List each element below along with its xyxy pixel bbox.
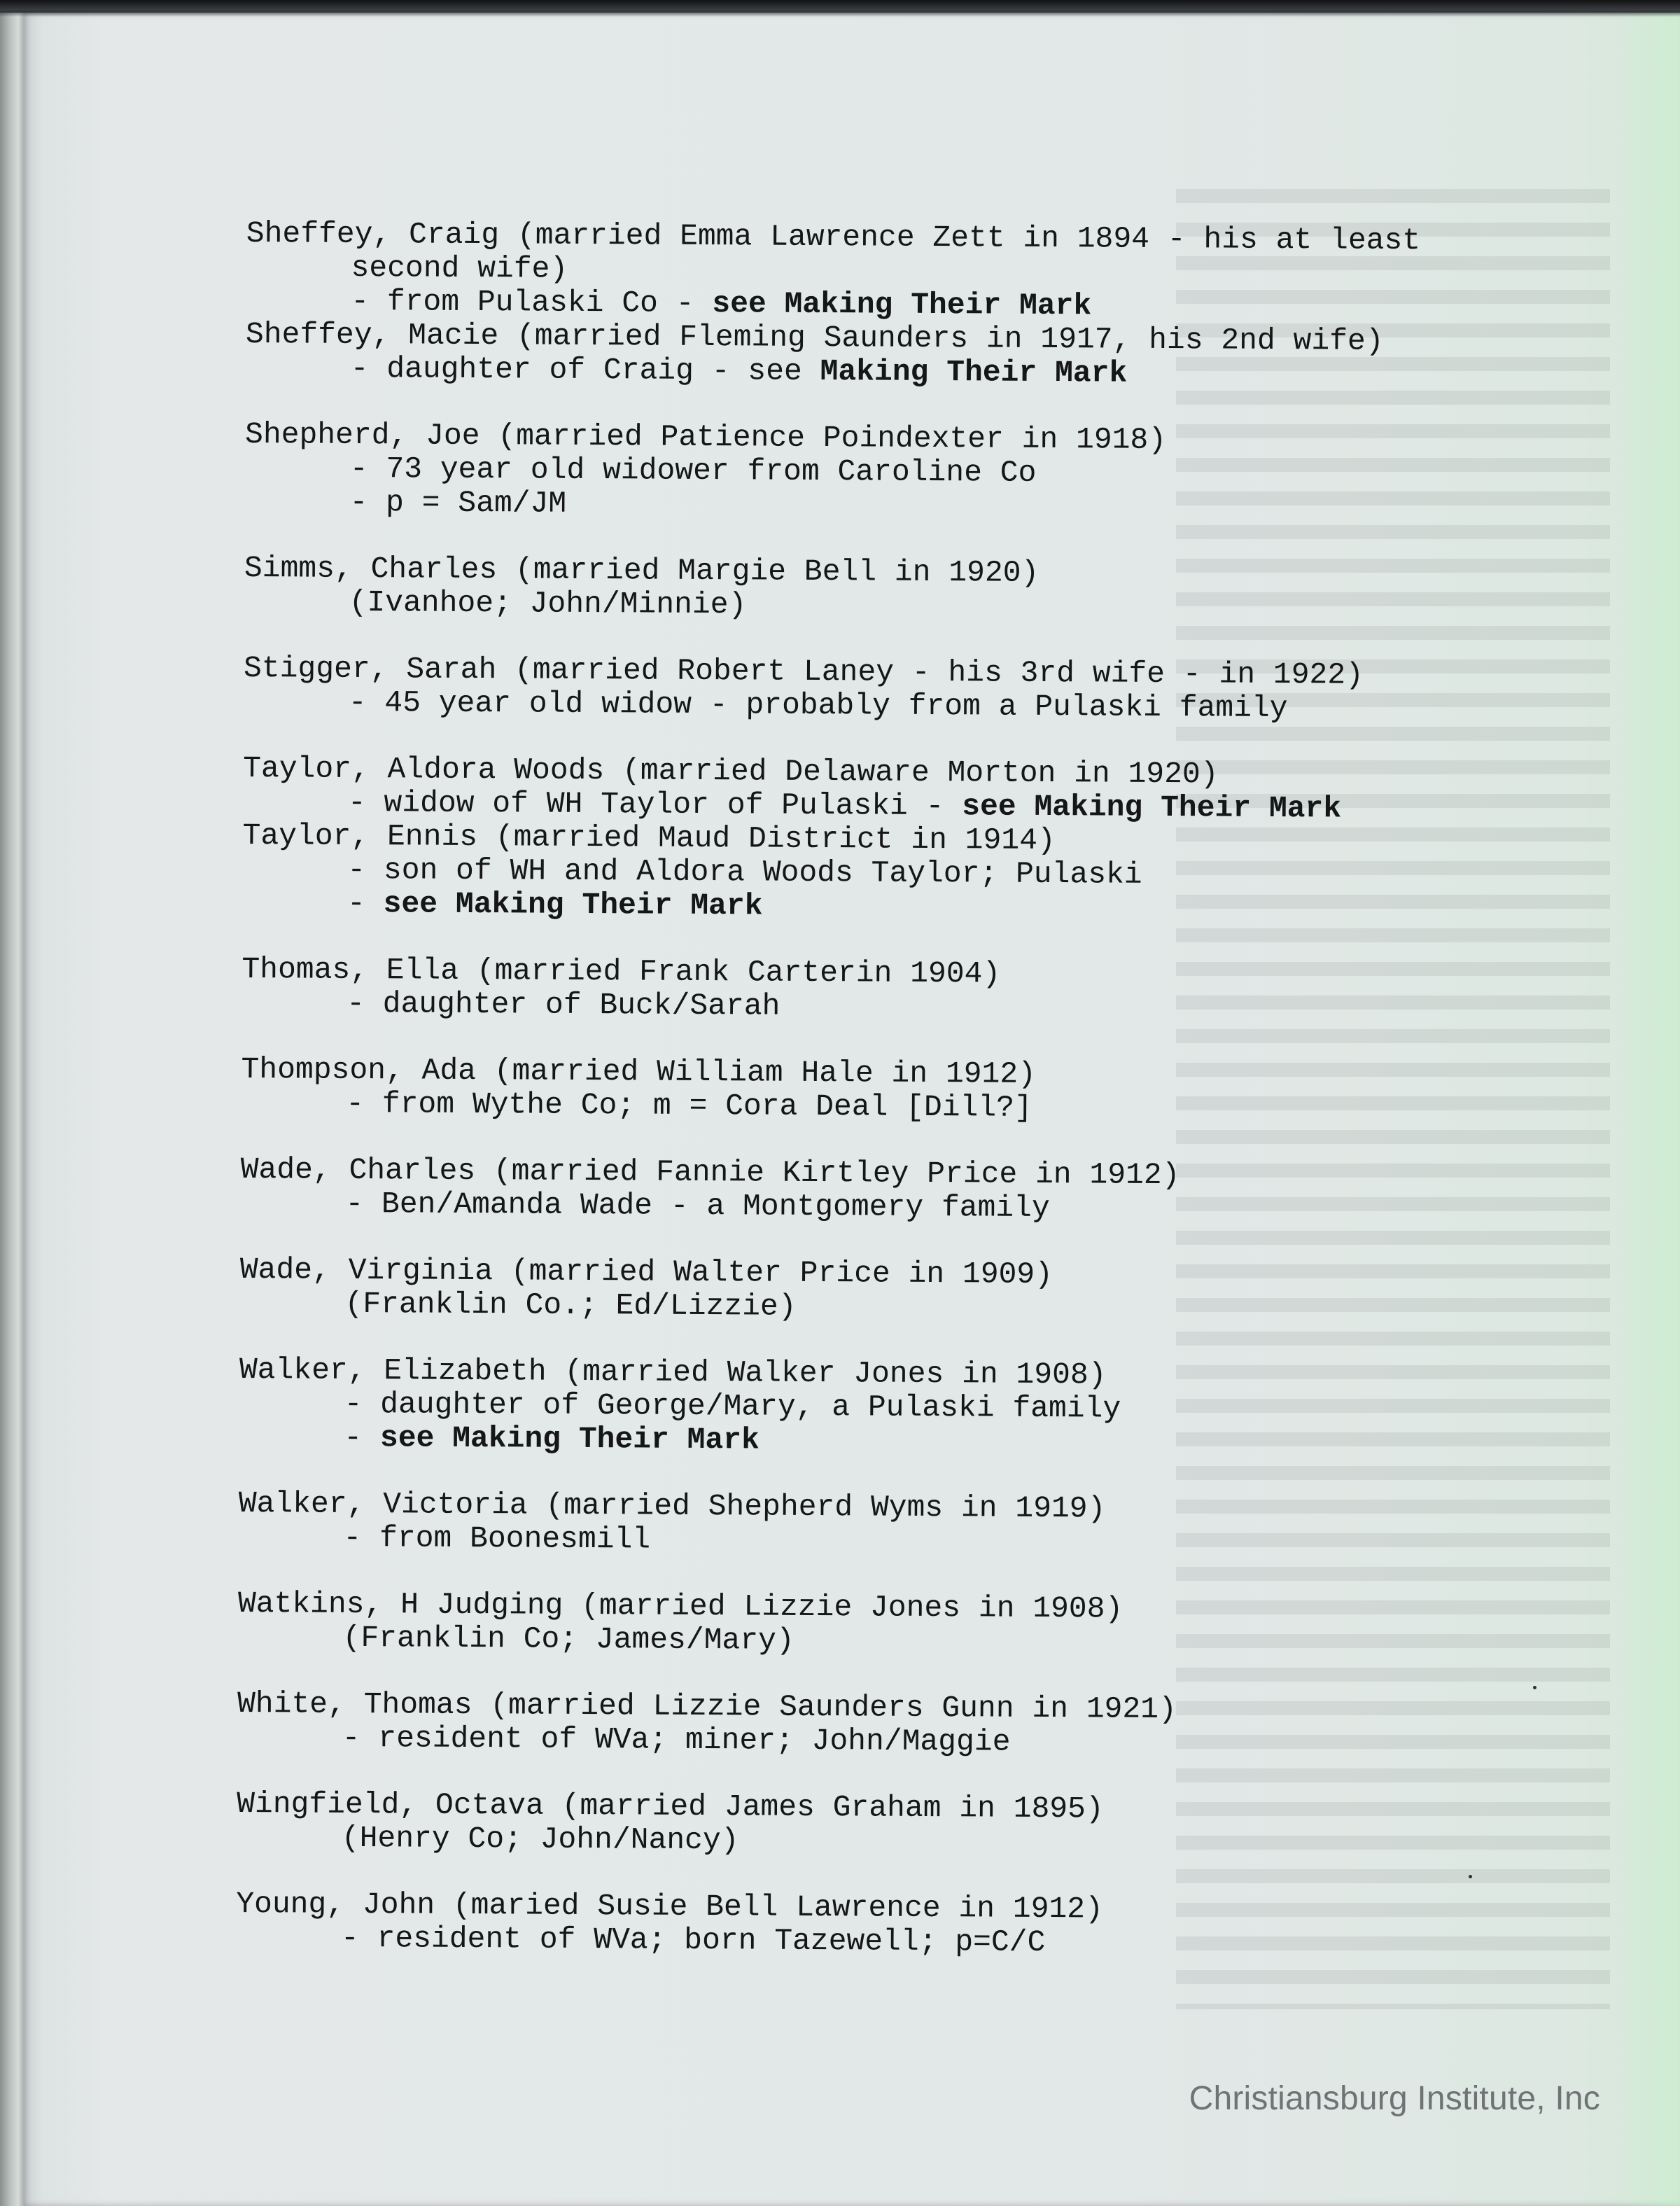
entry-list [236,217,1576,1996]
entry [244,652,1574,727]
line-text: Young, John (maried Susie Bell Lawrence in 1912) [236,1886,1104,1927]
watermark: Christiansburg Institute, Inc [1189,2080,1600,2117]
page-edge-right [1617,13,1680,2206]
line-text: - from Wythe Co; m = Cora Deal [Dill?] [346,1086,1032,1125]
entry-detail-line [239,1420,1569,1462]
reference-text: see Making Their Mark [962,789,1342,826]
line-text: Walker, Victoria (married Shepherd Wyms in 1919) [238,1486,1106,1526]
line-text: White, Thomas (married Lizzie Saunders Gunn in 1921) [237,1686,1177,1727]
line-text: Sheffey, Craig (married Emma Lawrence Zett in 1894 - his at least [246,216,1421,258]
line-text: (Ivanhoe; John/Minnie) [349,585,747,622]
entry [246,318,1576,393]
line-text: Simms, Charles (married Margie Bell in 1920) [244,550,1040,590]
entry-detail-line [242,886,1572,928]
binding-edge [0,13,24,2206]
line-text: (Henry Co; John/Nancy) [341,1820,739,1858]
line-text: - Ben/Amanda Wade - a Montgomery family [345,1186,1050,1226]
entry-detail-line [236,1921,1566,1963]
line-text: - son of WH and Aldora Woods Taylor; Pulaski [347,852,1142,892]
entry [237,1787,1567,1863]
line-text: Watkins, H Judging (married Lizzie Jones in 1908) [237,1586,1124,1626]
line-text: - [346,886,384,921]
entry [237,1687,1568,1763]
line-text: - widow of WH Taylor of Pulaski - [347,785,962,824]
entry-detail-line [237,1721,1567,1763]
line-text: Wingfield, Octava (married James Graham in 1895) [237,1786,1104,1827]
entry [236,1887,1567,1963]
line-text: Stigger, Sarah (married Robert Laney - his 3rd wife - in 1922) [243,650,1364,692]
entry [237,1587,1568,1663]
entry-detail-line [244,485,1574,527]
line-text: Walker, Elizabeth (married Walker Jones in 1908) [239,1352,1107,1392]
line-text: - 45 year old widow - probably from a Pulaski family [348,685,1288,726]
line-text: Shepherd, Joe (married Patience Poindexter in 1918) [244,417,1167,458]
entry-detail-line [237,1621,1567,1663]
top-shadow [0,0,1680,17]
reference-text: Making Their Mark [820,354,1128,391]
entry [240,1153,1571,1229]
line-text: - [344,1420,381,1455]
line-text: Wade, Virginia (married Walter Price in 1909) [239,1252,1054,1292]
reference-text: see Making Their Mark [383,886,763,923]
entry [242,819,1573,928]
line-text: Sheffey, Macie (married Fleming Saunders in 1917, his 2nd wife) [245,316,1384,358]
entry-detail-line [238,1521,1568,1563]
line-text: - resident of WVa; born Tazewell; p=C/C [340,1920,1046,1960]
line-text: - daughter of Buck/Sarah [346,986,780,1024]
entry [241,953,1572,1028]
entry-detail-line [237,1821,1567,1863]
line-text: Thompson, Ada (married William Hale in 1912) [241,1052,1037,1091]
line-text: Taylor, Ennis (married Maud District in 1914) [242,818,1056,858]
entry-detail-line [241,1087,1571,1129]
reference-text: see Making Their Mark [379,1420,760,1458]
reference-text: see Making Their Mark [712,286,1092,323]
line-text: Wade, Charles (married Fannie Kirtley Price in 1912) [240,1152,1180,1193]
line-text: - daughter of Craig - see [350,351,820,389]
entry [244,418,1575,527]
entry [239,1353,1569,1462]
entry [244,552,1574,627]
entry [241,1053,1572,1129]
entry-detail-line [241,986,1572,1028]
line-text: - from Boonesmill [343,1520,651,1557]
line-text: second wife) [351,250,568,286]
paper-speck [1533,1686,1536,1689]
entry-detail-line [244,685,1574,727]
entry-detail-line [239,1287,1569,1329]
line-text: - 73 year old widower from Caroline Co [349,451,1037,490]
line-text: - daughter of George/Mary, a Pulaski family [344,1386,1121,1426]
entry [243,752,1574,828]
line-text: - resident of WVa; miner; John/Maggie [342,1720,1011,1759]
paper-speck [1469,1875,1472,1878]
line-text: (Franklin Co.; Ed/Lizzie) [344,1286,797,1324]
entry [246,217,1576,326]
entry-detail-line [240,1187,1570,1229]
line-text: Thomas, Ella (married Frank Carterin 1904) [241,951,1001,991]
line-text: (Franklin Co; James/Mary) [342,1620,794,1658]
entry [238,1487,1569,1563]
line-text: - p = Sam/JM [349,484,567,521]
line-text: - from Pulaski Co - [351,284,713,321]
entry [239,1253,1570,1329]
line-text: Taylor, Aldora Woods (married Delaware Morton in 1920) [243,751,1219,792]
entry-detail-line [244,585,1574,627]
